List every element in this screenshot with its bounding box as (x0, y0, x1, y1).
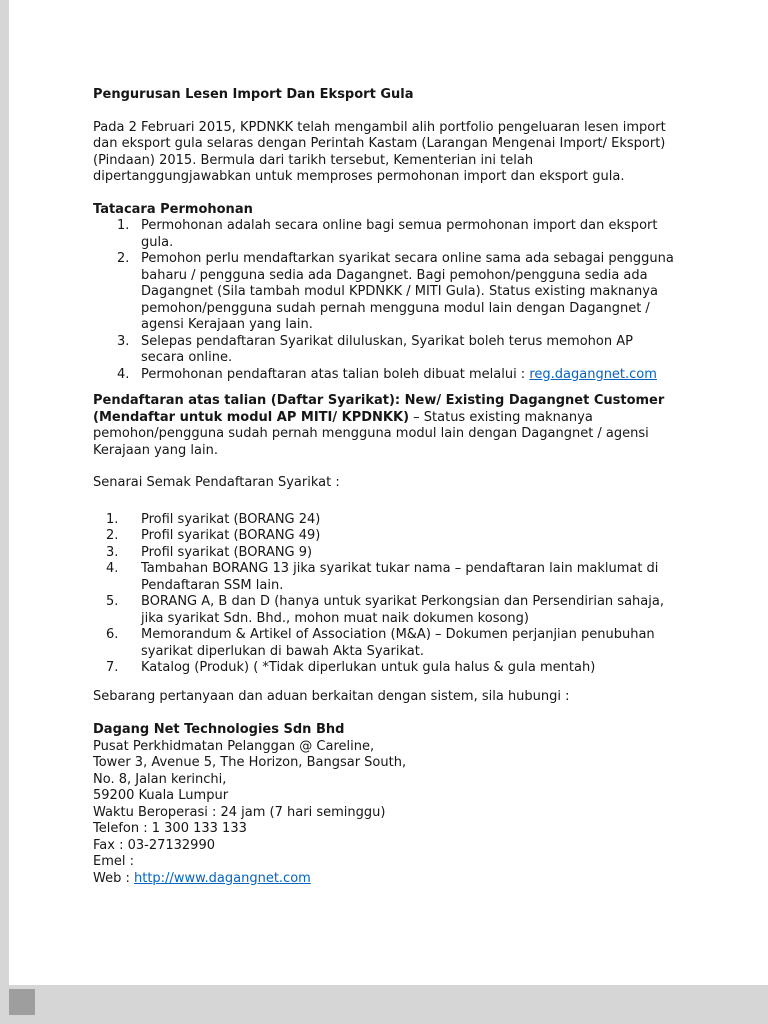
list-item (117, 334, 678, 367)
list-marker: 2. (117, 251, 130, 266)
list-item-text: Profil syarikat (BORANG 24) (141, 511, 321, 527)
document-page (9, 0, 768, 985)
list-item-text: Profil syarikat (BORANG 9) (141, 544, 313, 560)
list-marker: 6. (106, 627, 119, 642)
list-item-text: BORANG A, B dan D (hanya untuk syarikat Perkongsian dan Persendirian sahaja, jika syarikat Sdn. Bhd., mohon muat naik dokumen kosong) (141, 594, 664, 626)
list-marker: 5. (106, 594, 119, 609)
list-item-text-prefix: Permohonan pendaftaran atas talian boleh dibuat melalui : (141, 366, 530, 382)
list-item-text: Permohonan adalah secara online bagi semua permohonan import dan eksport gula. (141, 218, 658, 250)
list-item (106, 545, 678, 562)
list-item (117, 251, 678, 334)
contact-line: Fax : 03-27132990 (93, 837, 215, 853)
list-item (106, 627, 678, 660)
pendaftaran-rest: – Status existing maknanya pemohon/pengguna sudah pernah mengguna modul lain dengan Dagangnet / agensi Kerajaan yang lain. (93, 409, 649, 458)
company-name: Dagang Net Technologies Sdn Bhd (93, 722, 345, 737)
list-item (106, 594, 678, 627)
section-heading-tatacara: Tatacara Permohonan (93, 201, 253, 217)
list-item (106, 528, 678, 545)
list-item-text: Memorandum & Artikel of Association (M&A) – Dokumen perjanjian penubuhan syarikat diperlukan di bawah Akta Syarikat. (141, 627, 655, 659)
web-label: Web : (93, 870, 134, 886)
senarai-lead: Senarai Semak Pendaftaran Syarikat : (93, 475, 340, 490)
list-item (117, 218, 678, 251)
list-item-text: Katalog (Produk) ( *Tidak diperlukan untuk gula halus & gula mentah) (141, 660, 596, 675)
list-marker: 4. (117, 366, 130, 382)
contact-web-line (93, 871, 678, 888)
list-item-text (141, 367, 678, 384)
list-marker: 2. (106, 528, 119, 543)
list-marker: 7. (106, 660, 119, 675)
list-item (117, 367, 678, 384)
list-item-text: Tambahan BORANG 13 jika syarikat tukar nama – pendaftaran lain maklumat di Pendaftaran SSM lain. (141, 561, 659, 593)
list-marker: 1. (117, 218, 130, 233)
pendaftaran-bold-lead: Pendaftaran atas talian (Daftar Syarikat): New/ Existing Dagangnet Customer (Mendaftar untuk modul AP MITI/ KPDNKK) (93, 393, 665, 425)
list-marker: 3. (106, 544, 119, 560)
list-item-text: Selepas pendaftaran Syarikat diluluskan, Syarikat boleh terus memohon AP secara online. (141, 333, 633, 365)
pendaftaran-paragraph (93, 393, 678, 459)
contact-block (93, 722, 678, 887)
contact-intro: Sebarang pertanyaan dan aduan berkaitan dengan sistem, sila hubungi : (93, 688, 570, 704)
contact-line: Waktu Beroperasi : 24 jam (7 hari seminggu) (93, 804, 386, 820)
list-marker: 4. (106, 561, 119, 576)
document-title: Pengurusan Lesen Import Dan Eksport Gula (93, 87, 414, 102)
contact-line: No. 8, Jalan kerinchi, (93, 771, 227, 787)
senarai-checklist (93, 512, 678, 677)
tatacara-list (93, 218, 678, 383)
page-content (9, 0, 768, 887)
list-item-text: Profil syarikat (BORANG 49) (141, 528, 321, 543)
contact-line: Telefon : 1 300 133 133 (93, 821, 247, 836)
list-item-text: Pemohon perlu mendaftarkan syarikat secara online sama ada sebagai pengguna baharu / pengguna sedia ada Dagangnet. Bagi pemohon/pengguna sedia ada Dagangnet (Sila tambah modul KPDNKK / MITI Gula). Status existing maknanya pemohon/pengguna sudah pernah mengguna modul lain dengan Dagangnet / agensi Kerajaan yang lain. (141, 251, 674, 332)
list-item (106, 660, 678, 677)
contact-line: Pusat Perkhidmatan Pelanggan @ Careline, (93, 738, 375, 754)
contact-line: Tower 3, Avenue 5, The Horizon, Bangsar South, (93, 755, 407, 770)
list-item (106, 561, 678, 594)
website-link[interactable]: http://www.dagangnet.com (134, 870, 311, 886)
contact-line: Emel : (93, 854, 134, 869)
registration-link[interactable]: reg.dagangnet.com (529, 366, 657, 382)
list-marker: 1. (106, 511, 119, 527)
contact-line: 59200 Kuala Lumpur (93, 788, 229, 803)
intro-paragraph: Pada 2 Februari 2015, KPDNKK telah mengambil alih portfolio pengeluaran lesen import dan eksport gula selaras dengan Perintah Kastam (Larangan Mengenai Import/ Eksport) (Pindaan) 2015. Bermula dari tarikh tersebut, Kementerian ini telah dipertanggungjawabkan untuk memproses permohonan import dan eksport gula. (93, 119, 666, 184)
page-corner-thumbnail (9, 989, 35, 1015)
list-item (106, 512, 678, 529)
list-marker: 3. (117, 333, 130, 349)
